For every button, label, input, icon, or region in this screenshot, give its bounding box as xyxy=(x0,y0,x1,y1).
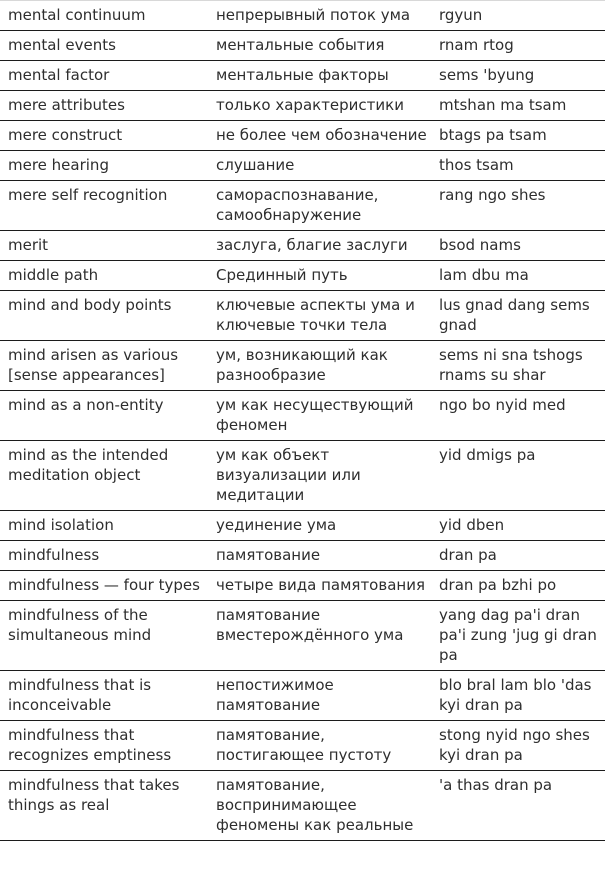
english-term: mental continuum xyxy=(0,1,208,31)
russian-term: ключевые аспекты ума и ключевые точки тела xyxy=(208,291,431,341)
russian-term: памятование xyxy=(208,541,431,571)
english-term: mindfulness that takes things as real xyxy=(0,771,208,841)
english-term: mindfulness of the simultaneous mind xyxy=(0,601,208,671)
russian-term: ум как несуществующий феномен xyxy=(208,391,431,441)
table-row xyxy=(0,541,605,571)
tibetan-term: 'a thas dran pa xyxy=(431,771,605,841)
table-row xyxy=(0,721,605,771)
table-row xyxy=(0,1,605,31)
table-row xyxy=(0,511,605,541)
english-term: mind as a non-entity xyxy=(0,391,208,441)
english-term: mere hearing xyxy=(0,151,208,181)
table-row xyxy=(0,91,605,121)
english-term: mind arisen as various [sense appearances] xyxy=(0,341,208,391)
tibetan-term: dran pa bzhi po xyxy=(431,571,605,601)
table-row xyxy=(0,391,605,441)
russian-term: только характеристики xyxy=(208,91,431,121)
english-term: mindfulness that is inconceivable xyxy=(0,671,208,721)
table-row xyxy=(0,571,605,601)
table-row xyxy=(0,231,605,261)
english-term: mind as the intended meditation object xyxy=(0,441,208,511)
english-term: mental events xyxy=(0,31,208,61)
table-row xyxy=(0,671,605,721)
english-term: mindfulness that recognizes emptiness xyxy=(0,721,208,771)
tibetan-term: yid dben xyxy=(431,511,605,541)
tibetan-term: btags pa tsam xyxy=(431,121,605,151)
english-term: merit xyxy=(0,231,208,261)
table-row xyxy=(0,181,605,231)
table-row xyxy=(0,151,605,181)
russian-term: уединение ума xyxy=(208,511,431,541)
table-row xyxy=(0,771,605,841)
table-row xyxy=(0,341,605,391)
russian-term: Срединный путь xyxy=(208,261,431,291)
english-term: mind isolation xyxy=(0,511,208,541)
tibetan-term: thos tsam xyxy=(431,151,605,181)
tibetan-term: dran pa xyxy=(431,541,605,571)
tibetan-term: ngo bo nyid med xyxy=(431,391,605,441)
russian-term: слушание xyxy=(208,151,431,181)
tibetan-term: stong nyid ngo shes kyi dran pa xyxy=(431,721,605,771)
tibetan-term: blo bral lam blo 'das kyi dran pa xyxy=(431,671,605,721)
table-row xyxy=(0,261,605,291)
glossary-rows xyxy=(0,1,605,841)
russian-term: ум как объект визуализации или медитации xyxy=(208,441,431,511)
russian-term: непостижимое памятование xyxy=(208,671,431,721)
tibetan-term: mtshan ma tsam xyxy=(431,91,605,121)
english-term: mere construct xyxy=(0,121,208,151)
tibetan-term: lus gnad dang sems gnad xyxy=(431,291,605,341)
tibetan-term: sems ni sna tshogs rnams su shar xyxy=(431,341,605,391)
table-row xyxy=(0,121,605,151)
table-row xyxy=(0,291,605,341)
russian-term: заслуга, благие заслуги xyxy=(208,231,431,261)
russian-term: не более чем обозначение xyxy=(208,121,431,151)
table-row xyxy=(0,601,605,671)
tibetan-term: yid dmigs pa xyxy=(431,441,605,511)
russian-term: ум, возникающий как разнообразие xyxy=(208,341,431,391)
english-term: mental factor xyxy=(0,61,208,91)
tibetan-term: rang ngo shes xyxy=(431,181,605,231)
tibetan-term: bsod nams xyxy=(431,231,605,261)
russian-term: самораспознавание, самообнаружение xyxy=(208,181,431,231)
russian-term: памятование, постигающее пустоту xyxy=(208,721,431,771)
english-term: middle path xyxy=(0,261,208,291)
russian-term: четыре вида памятования xyxy=(208,571,431,601)
tibetan-term: sems 'byung xyxy=(431,61,605,91)
tibetan-term: yang dag pa'i dran pa'i zung 'jug gi dran pa xyxy=(431,601,605,671)
tibetan-term: rnam rtog xyxy=(431,31,605,61)
table-row xyxy=(0,31,605,61)
english-term: mere attributes xyxy=(0,91,208,121)
english-term: mere self recognition xyxy=(0,181,208,231)
russian-term: непрерывный поток ума xyxy=(208,1,431,31)
tibetan-term: lam dbu ma xyxy=(431,261,605,291)
english-term: mindfulness xyxy=(0,541,208,571)
table-row xyxy=(0,441,605,511)
table-row xyxy=(0,61,605,91)
russian-term: ментальные события xyxy=(208,31,431,61)
russian-term: ментальные факторы xyxy=(208,61,431,91)
russian-term: памятование, воспринимающее феномены как реальные xyxy=(208,771,431,841)
english-term: mindfulness — four types xyxy=(0,571,208,601)
tibetan-term: rgyun xyxy=(431,1,605,31)
english-term: mind and body points xyxy=(0,291,208,341)
russian-term: памятование вместерождённого ума xyxy=(208,601,431,671)
